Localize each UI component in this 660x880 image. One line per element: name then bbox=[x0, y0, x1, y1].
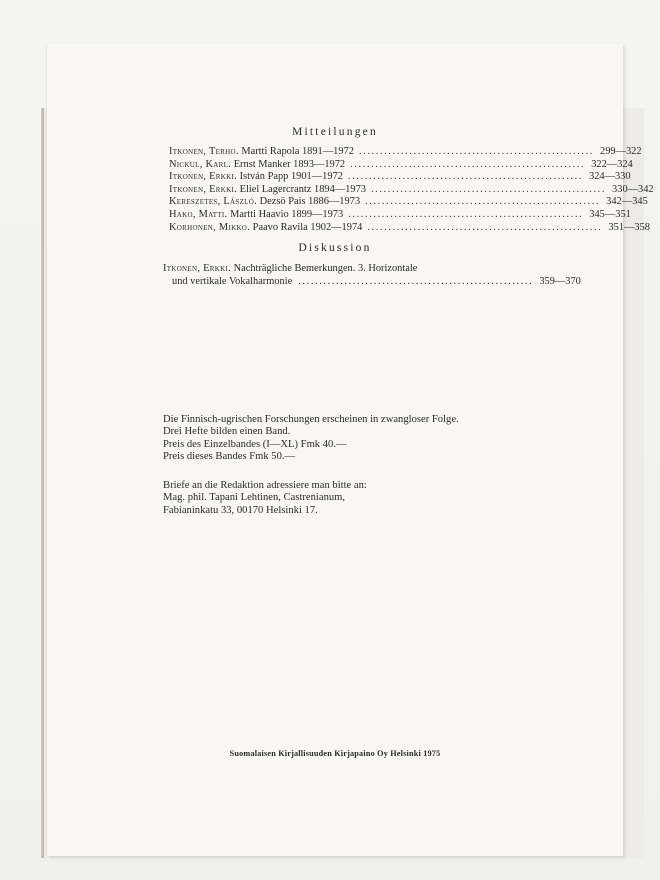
leader-dots: ........................................................ bbox=[367, 221, 603, 233]
entry-pages: 330—342 bbox=[612, 183, 654, 195]
info-line: Drei Hefte bilden einen Band. bbox=[163, 426, 291, 438]
mitteilungen-entry bbox=[169, 183, 654, 197]
entry-pages: 351—358 bbox=[608, 221, 650, 233]
entry-title: Ernst Manker 1893—1972 bbox=[233, 158, 346, 170]
back-cover bbox=[47, 44, 654, 856]
entry-pages: 322—324 bbox=[591, 158, 633, 170]
mitteilungen-entry bbox=[169, 208, 631, 222]
entry-title: Paavo Ravila 1902—1974 bbox=[252, 221, 363, 233]
diskussion-line1 bbox=[163, 263, 569, 276]
entry-pages: 345—351 bbox=[589, 208, 631, 220]
entry-author: Itkonen, Erkki. bbox=[169, 171, 237, 183]
entry-author: Kereszetes, László. bbox=[169, 196, 258, 208]
info-line: Preis dieses Bandes Fmk 50.— bbox=[163, 451, 296, 463]
entry-title: Martti Rapola 1891—1972 bbox=[241, 146, 354, 157]
leader-dots: ........................................................ bbox=[350, 158, 586, 170]
leader-dots: ........................................................ bbox=[358, 146, 594, 157]
diskussion-line2 bbox=[163, 275, 581, 289]
mitteilungen-list bbox=[169, 146, 654, 234]
publication-info bbox=[163, 414, 459, 464]
editor-address bbox=[163, 480, 367, 517]
entry-title: István Papp 1901—1972 bbox=[239, 171, 343, 183]
mitteilungen-entry bbox=[169, 221, 650, 235]
printer-imprint: Suomalaisen Kirjallisuuden Kirjapaino Oy Helsinki 1975 bbox=[229, 749, 441, 758]
entry-author: Nickul, Karl. bbox=[169, 158, 232, 170]
address-line: Briefe an die Redaktion adressiere man bitte an: bbox=[163, 480, 367, 491]
entry-title: Dezsö Pais 1886—1973 bbox=[259, 196, 361, 208]
info-line: Die Finnisch-ugrischen Forschungen erscheinen in zwangloser Folge. bbox=[163, 414, 459, 425]
entry-pages: 324—330 bbox=[589, 171, 631, 183]
leader-dots: ........................................................ bbox=[348, 208, 584, 220]
entry-title: Eliel Lagercrantz 1894—1973 bbox=[239, 183, 366, 195]
entry-author: Korhonen, Mikko. bbox=[169, 221, 251, 233]
leader-dots: ........................................................ bbox=[298, 275, 534, 287]
entry-title-cont: und vertikale Vokalharmonie bbox=[172, 275, 293, 287]
entry-title: Martti Haavio 1899—1973 bbox=[230, 208, 344, 220]
entry-author: Itkonen, Terho. bbox=[169, 146, 239, 157]
address-line: Mag. phil. Tapani Lehtinen, Castrenianum, bbox=[163, 492, 346, 504]
mitteilungen-entry bbox=[169, 146, 642, 159]
entry-pages: 342—345 bbox=[606, 196, 648, 208]
entry-author: Hako, Matti. bbox=[169, 208, 228, 220]
entry-pages: 299—322 bbox=[600, 146, 642, 157]
info-line: Preis des Einzelbandes (I—XL) Fmk 40.— bbox=[163, 438, 347, 450]
entry-title: Nachträgliche Bemerkungen. 3. Horizontale bbox=[233, 263, 418, 274]
leader-dots: ........................................................ bbox=[370, 183, 607, 195]
mitteilungen-entry bbox=[169, 171, 631, 184]
entry-pages: 359—370 bbox=[539, 275, 581, 287]
mitteilungen-entry bbox=[169, 196, 648, 209]
mitteilungen-entry bbox=[169, 158, 633, 172]
leader-dots: ........................................................ bbox=[365, 196, 601, 208]
entry-author: Itkonen, Erkki. bbox=[163, 263, 231, 274]
entry-author: Itkonen, Erkki. bbox=[169, 183, 237, 195]
address-line: Fabianinkatu 33, 00170 Helsinki 17. bbox=[163, 504, 318, 516]
leader-dots: ........................................................ bbox=[347, 171, 583, 183]
mitteilungen-heading: Mitteilungen bbox=[292, 126, 378, 138]
diskussion-heading: Diskussion bbox=[298, 242, 372, 254]
diskussion-entry bbox=[163, 263, 581, 288]
